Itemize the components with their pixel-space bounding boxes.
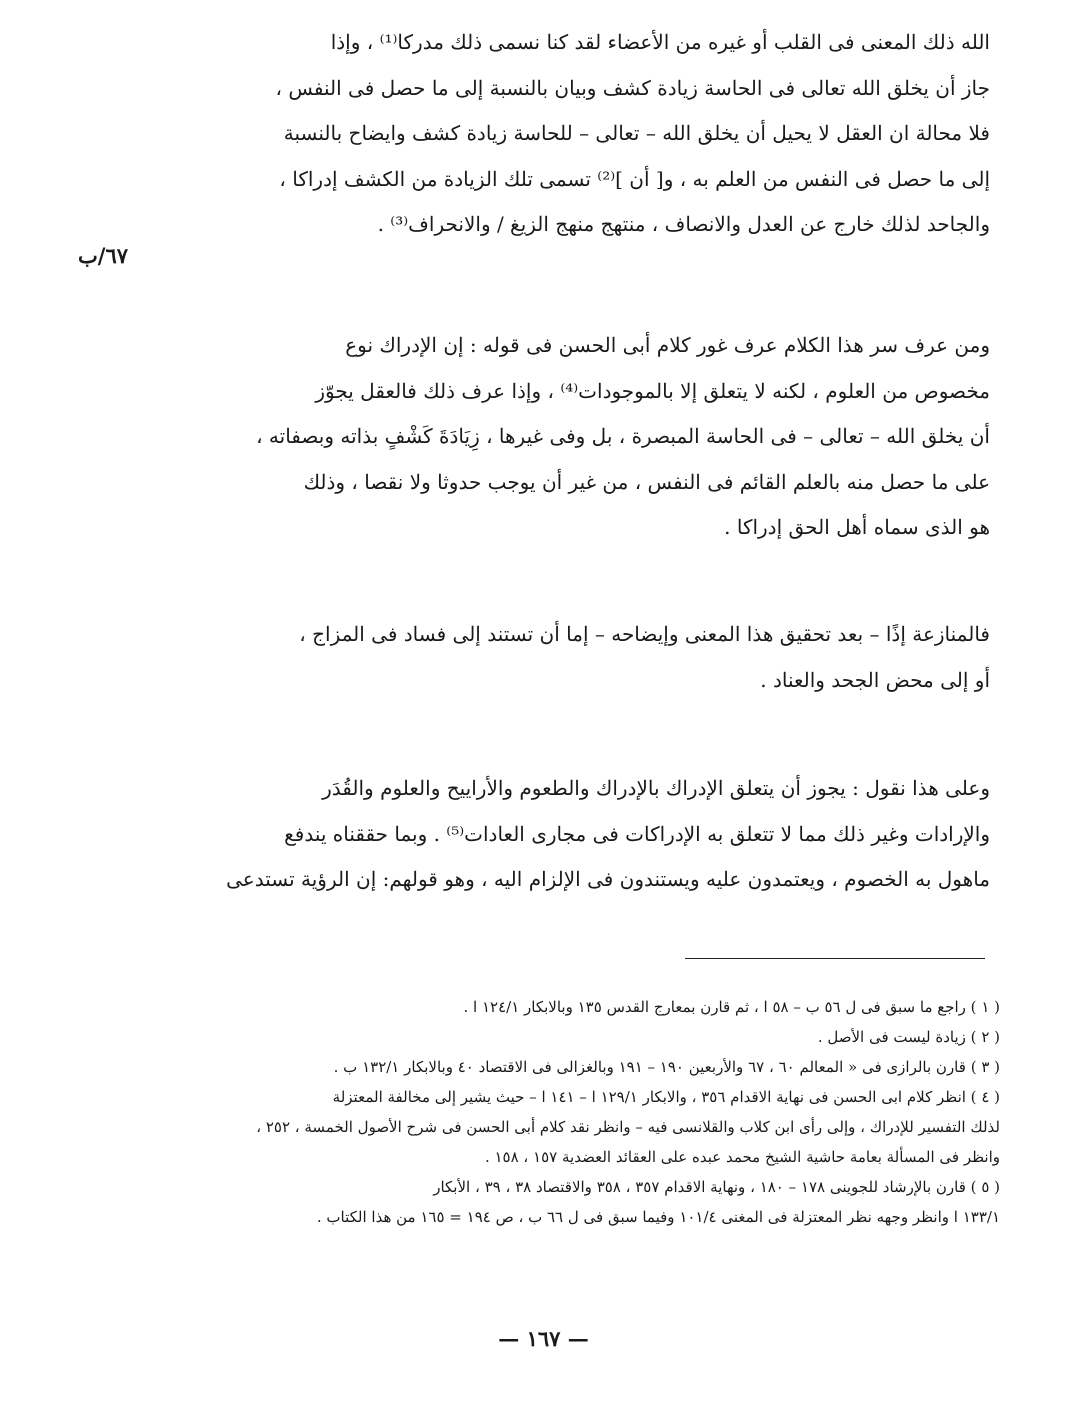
text-line: والجاحد لذلك خارج عن العدل والانصاف ، منتهج منهج الزيغ / والانحراف⁽³⁾ .	[377, 212, 990, 236]
paragraph-3	[160, 612, 990, 703]
text-line: أن يخلق الله – تعالى – فى الحاسة المبصرة ، بل وفى غيرها ، زِيَادَةَ كَشْفٍ بذاته وبصفاته ،	[256, 424, 990, 448]
text-line: والإرادات وغير ذلك مما لا تتعلق به الإدراكات فى مجارى العادات⁽⁵⁾ . وبما حققناه يندفع	[284, 821, 990, 846]
text-line: جاز أن يخلق الله تعالى فى الحاسة زيادة كشف وبيان بالنسبة إلى ما حصل فى النفس ،	[275, 75, 990, 100]
footnote-2: ( ٢ ) زيادة ليست فى الأصل .	[817, 1028, 1000, 1046]
footnote-4-continued: لذلك التفسير للإدراك ، وإلى رأى ابن كلاب والقلانسى فيه – وانظر نقد كلام أبى الحسن فى شرح الأصول الخمسة ، ٢٥٢ ،	[256, 1118, 1000, 1136]
text-line: الله ذلك المعنى فى القلب أو غيره من الأعضاء لقد كنا نسمى ذلك مدركا⁽¹⁾ ، وإذا	[330, 30, 990, 54]
text-line: فالمنازعة إذًا – بعد تحقيق هذا المعنى وإيضاحه – إما أن تستند إلى فساد فى المزاج ،	[299, 622, 990, 646]
text-line: هو الذى سماه أهل الحق إدراكا .	[724, 515, 990, 539]
text-line: وعلى هذا نقول : يجوز أن يتعلق الإدراك بالإدراك والطعوم والأراييح والعلوم والقُدَر	[322, 776, 990, 800]
footnote-1: ( ١ ) راجع ما سبق فى ل ٥٦ ب – ٥٨ ا ، ثم قارن بمعارج القدس ١٣٥ وبالابكار ١٢٤/١ ا .	[463, 998, 1000, 1016]
text-line: ماهول به الخصوم ، ويعتمدون عليه ويستندون فى الإلزام اليه ، وهو قولهم: إن الرؤية تستدعى	[226, 867, 990, 891]
footnote-5: ( ٥ ) قارن بالإرشاد للجوينى ١٧٨ – ١٨٠ ، ونهاية الاقدام ٣٥٧ ، ٣٥٨ والاقتصاد ٣٨ ، ٣٩ ، الأبكار	[433, 1178, 1000, 1196]
footnote-4-continued: وانظر فى المسألة بعامة حاشية الشيخ محمد عبده على العقائد العضدية ١٥٧ ، ١٥٨ .	[484, 1148, 1000, 1166]
paragraph-2	[160, 323, 990, 551]
footnote-5-continued: ١٣٣/١ ا وانظر وجهه نظر المعتزلة فى المغنى ١٠١/٤ وفيما سبق فى ل ٦٦ ب ، ص ١٩٤ = ١٦٥ من هذا الكتاب .	[316, 1208, 1000, 1226]
text-line: على ما حصل منه بالعلم القائم فى النفس ، من غير أن يوجب حدوثا ولا نقصا ، وذلك	[303, 469, 990, 494]
page-number: — ١٦٧ —	[498, 1326, 589, 1351]
text-line: ومن عرف سر هذا الكلام عرف غور كلام أبى الحسن فى قوله : إن الإدراك نوع	[345, 333, 990, 357]
paragraph-4	[160, 766, 990, 903]
paragraph-1	[160, 20, 990, 248]
footnotes	[160, 992, 1000, 1232]
footnote-separator	[685, 958, 985, 959]
footnote-3: ( ٣ ) قارن بالرازى فى « المعالم ٦٠ ، ٦٧ والأربعين ١٩٠ – ١٩١ وبالغزالى فى الاقتصاد ٤٠ وبالابكار ١٣٢/١ ب .	[333, 1058, 1000, 1076]
folio-margin-note: ٦٧/ب	[78, 243, 129, 268]
text-line: فلا محالة ان العقل لا يحيل أن يخلق الله – تعالى – للحاسة زيادة كشف وايضاح بالنسبة	[283, 121, 990, 145]
footnote-4: ( ٤ ) انظر كلام ابى الحسن فى نهاية الاقدام ٣٥٦ ، والابكار ١٢٩/١ ا – ١٤١ ا – حيث يشير إلى مخالفة المعتزلة	[332, 1088, 1000, 1106]
text-line: إلى ما حصل فى النفس من العلم به ، و[ أن ]⁽²⁾ تسمى تلك الزيادة من الكشف إدراكا ،	[279, 166, 990, 191]
text-line: أو إلى محض الجحد والعناد .	[760, 667, 990, 692]
text-line: مخصوص من العلوم ، لكنه لا يتعلق إلا بالموجودات⁽⁴⁾ ، وإذا عرف ذلك فالعقل يجوّز	[315, 378, 990, 403]
